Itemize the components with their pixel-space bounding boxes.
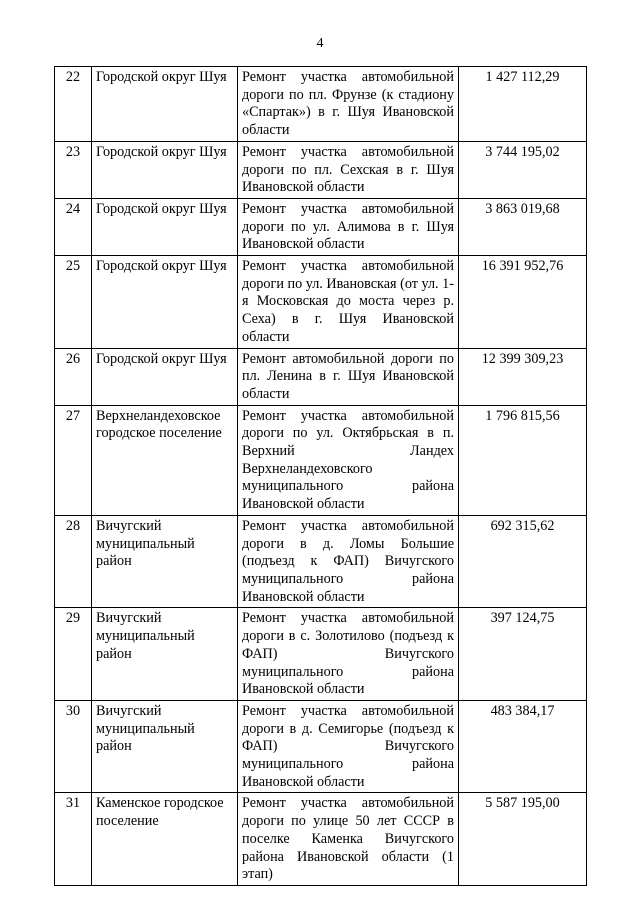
amount-cell: 16 391 952,76	[459, 256, 587, 349]
description-cell: Ремонт участка автомобильной дороги по ул. Алимова в г. Шуя Ивановской области	[238, 198, 459, 255]
amount-cell: 5 587 195,00	[459, 793, 587, 886]
amount-cell: 692 315,62	[459, 515, 587, 608]
municipality-cell: Городской округ Шуя	[92, 67, 238, 142]
table-row	[55, 67, 587, 142]
row-number: 25	[55, 256, 92, 349]
municipality-cell: Вичугский муниципальный район	[92, 700, 238, 793]
row-number: 31	[55, 793, 92, 886]
amount-cell: 483 384,17	[459, 700, 587, 793]
row-number: 24	[55, 198, 92, 255]
municipality-cell: Городской округ Шуя	[92, 256, 238, 349]
municipality-cell: Верхнеландеховское городское поселение	[92, 405, 238, 515]
amount-cell: 3 744 195,02	[459, 141, 587, 198]
amount-cell: 1 796 815,56	[459, 405, 587, 515]
description-cell: Ремонт участка автомобильной дороги по пл. Фрунзе (к стадиону «Спартак») в г. Шуя Ивановской области	[238, 67, 459, 142]
description-cell: Ремонт участка автомобильной дороги в д. Ломы Большие (подъезд к ФАП) Вичугского муниципального района Ивановской области	[238, 515, 459, 608]
description-cell: Ремонт участка автомобильной дороги по улице 50 лет СССР в поселке Каменка Вичугского района Ивановской области (1 этап)	[238, 793, 459, 886]
municipality-cell: Городской округ Шуя	[92, 348, 238, 405]
municipality-cell: Городской округ Шуя	[92, 141, 238, 198]
description-cell: Ремонт участка автомобильной дороги по ул. Октябрьская в п. Верхний Ландех Верхнеландеховского муниципального района Ивановской области	[238, 405, 459, 515]
table-row	[55, 515, 587, 608]
amount-cell: 397 124,75	[459, 608, 587, 701]
row-number: 23	[55, 141, 92, 198]
table-row	[55, 700, 587, 793]
table-row	[55, 141, 587, 198]
description-cell: Ремонт участка автомобильной дороги в д. Семигорье (подъезд к ФАП) Вичугского муниципального района Ивановской области	[238, 700, 459, 793]
row-number: 27	[55, 405, 92, 515]
row-number: 28	[55, 515, 92, 608]
municipality-cell: Вичугский муниципальный район	[92, 608, 238, 701]
table-row	[55, 256, 587, 349]
amount-cell: 3 863 019,68	[459, 198, 587, 255]
amount-cell: 12 399 309,23	[459, 348, 587, 405]
table-row	[55, 608, 587, 701]
row-number: 29	[55, 608, 92, 701]
municipality-cell: Каменское городское поселение	[92, 793, 238, 886]
description-cell: Ремонт участка автомобильной дороги по пл. Сехская в г. Шуя Ивановской области	[238, 141, 459, 198]
description-cell: Ремонт участка автомобильной дороги в с. Золотилово (подъезд к ФАП) Вичугского муниципального района Ивановской области	[238, 608, 459, 701]
description-cell: Ремонт автомобильной дороги по пл. Ленина в г. Шуя Ивановской области	[238, 348, 459, 405]
table-row	[55, 405, 587, 515]
table-row	[55, 348, 587, 405]
row-number: 26	[55, 348, 92, 405]
description-cell: Ремонт участка автомобильной дороги по ул. Ивановская (от ул. 1-я Московская до моста через р. Сеха) в г. Шуя Ивановской области	[238, 256, 459, 349]
row-number: 22	[55, 67, 92, 142]
municipality-cell: Вичугский муниципальный район	[92, 515, 238, 608]
row-number: 30	[55, 700, 92, 793]
table-row	[55, 198, 587, 255]
page-number: 4	[316, 36, 324, 51]
municipality-cell: Городской округ Шуя	[92, 198, 238, 255]
table-row	[55, 793, 587, 886]
amount-cell: 1 427 112,29	[459, 67, 587, 142]
road-repair-table	[54, 66, 587, 886]
